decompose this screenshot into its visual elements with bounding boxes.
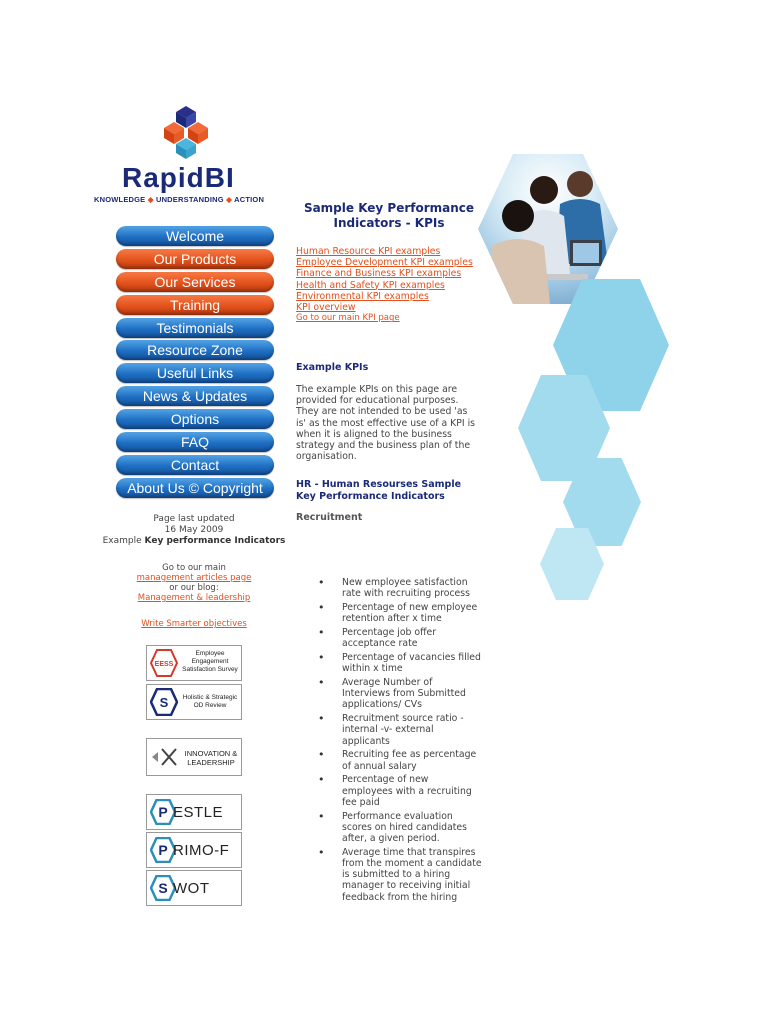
od-review-badge-text: Holistic & Strategic OD Review: [182, 694, 238, 709]
svg-text:P: P: [158, 804, 168, 820]
eess-badge-text: Employee Engagement Satisfaction Survey: [182, 650, 238, 673]
kpi-link-employee-development-kpi-examples[interactable]: Employee Development KPI examples: [296, 257, 473, 269]
kpi-list-item: • Percentage of vacancies filled within x time: [316, 652, 482, 674]
main-nav: [116, 226, 274, 501]
innovation-badge-text: INNOVATION & LEADERSHIP: [184, 749, 238, 767]
kpi-link-kpi-overview[interactable]: KPI overview: [296, 302, 356, 314]
eess-logo-icon: [150, 649, 178, 677]
go-to-main-text: Go to our main: [162, 563, 226, 573]
svg-text:S: S: [158, 880, 168, 896]
svg-text:S: S: [159, 695, 169, 710]
tool-name: RIMO-F: [173, 842, 230, 859]
od-review-badge[interactable]: [146, 684, 242, 720]
main-kpi-page-link[interactable]: Go to our main KPI page: [296, 313, 400, 324]
example-kpis-heading: Example KPIs: [296, 362, 369, 373]
or-blog-text: or our blog:: [169, 583, 219, 593]
kpi-list-item: • Recruiting fee as percentage of annual salary: [316, 749, 482, 771]
kpi-category-links: [296, 246, 476, 324]
tool-name: WOT: [173, 880, 210, 897]
nav-about-us-copyright-button[interactable]: About Us © Copyright: [116, 478, 274, 498]
nav-news-updates-button[interactable]: News & Updates: [116, 386, 274, 406]
kpi-link-health-and-safety-kpi-examples[interactable]: Health and Safety KPI examples: [296, 279, 445, 291]
svg-text:EESS: EESS: [154, 661, 174, 668]
example-prefix: Example: [102, 536, 142, 546]
kpi-list-item: • New employee satisfaction rate with recruiting process: [316, 577, 482, 599]
kpi-link-human-resource-kpi-examples[interactable]: Human Resource KPI examples: [296, 246, 441, 257]
nav-testimonials-button[interactable]: Testimonials: [116, 318, 274, 338]
tool-pestle-button[interactable]: [146, 794, 242, 830]
example-subject: Key performance Indicators: [144, 536, 286, 546]
recruitment-heading: Recruitment: [296, 512, 363, 523]
management-leadership-link[interactable]: Management & leadership: [137, 593, 251, 603]
tool-primo-f-button[interactable]: [146, 832, 242, 868]
kpi-list-item: • Percentage job offer acceptance rate: [316, 627, 482, 649]
cubes-logo-icon: [156, 104, 216, 160]
page-title: Sample Key Performance Indicators - KPIs: [303, 201, 475, 230]
eess-badge[interactable]: [146, 645, 242, 681]
logo-tagline: KNOWLEDGE ◆ UNDERSTANDING ◆ ACTION: [94, 195, 265, 204]
smarter-objectives: [96, 619, 292, 629]
nav-training-button[interactable]: Training: [116, 295, 274, 315]
nav-our-products-button[interactable]: Our Products: [116, 249, 274, 269]
s-logo-icon: [150, 688, 178, 716]
tool-name: ESTLE: [173, 804, 224, 821]
kpi-link-finance-and-business-kpi-examples[interactable]: Finance and Business KPI examples: [296, 268, 462, 280]
more-links: [96, 563, 292, 603]
nav-options-button[interactable]: Options: [116, 409, 274, 429]
nav-our-services-button[interactable]: Our Services: [116, 272, 274, 292]
nav-welcome-button[interactable]: Welcome: [116, 226, 274, 246]
kpi-list-item: • Performance evaluation scores on hired candidates after, a given period.: [316, 811, 482, 845]
svg-text:P: P: [158, 842, 168, 858]
nav-useful-links-button[interactable]: Useful Links: [116, 363, 274, 383]
kpi-list-item: • Percentage of new employees with a recruiting fee paid: [316, 774, 482, 808]
management-articles-link[interactable]: management articles page: [136, 573, 252, 583]
hr-kpi-heading: HR - Human Resourses Sample Key Performance Indicators: [296, 479, 462, 502]
updated-date: 16 May 2009: [164, 525, 224, 535]
kpi-link-environmental-kpi-examples[interactable]: Environmental KPI examples: [296, 290, 429, 302]
kpi-list-item: • Percentage of new employee retention after x time: [316, 602, 482, 624]
nav-contact-button[interactable]: Contact: [116, 455, 274, 475]
kpi-list-item: • Average time that transpires from the moment a candidate is submitted to a hiring manager to receiving initial feedback from the hiring: [316, 847, 482, 903]
write-smarter-objectives-link[interactable]: Write Smarter objectives: [141, 619, 247, 629]
intro-paragraph: The example KPIs on this page are provided for educational purposes. They are not intended to be used 'as is' as the most effective use of a KPI is when it is aligned to the business strategy and the business plan of the organisation.: [296, 384, 476, 463]
page-updated-info: [96, 514, 292, 547]
kpi-list-item: • Recruitment source ratio - internal -v- external applicants: [316, 713, 482, 747]
logo-wordmark: RapidBI: [122, 162, 235, 193]
recruitment-kpi-list: [316, 577, 482, 905]
updated-label: Page last updated: [153, 514, 235, 524]
tool-swot-button[interactable]: [146, 870, 242, 906]
rapidbi-logo[interactable]: [92, 104, 278, 204]
nav-resource-zone-button[interactable]: Resource Zone: [116, 340, 274, 360]
nav-faq-button[interactable]: FAQ: [116, 432, 274, 452]
innovation-x-icon: [150, 743, 178, 771]
innovation-badge[interactable]: [146, 738, 242, 776]
kpi-list-item: • Average Number of Interviews from Submitted applications/ CVs: [316, 677, 482, 711]
